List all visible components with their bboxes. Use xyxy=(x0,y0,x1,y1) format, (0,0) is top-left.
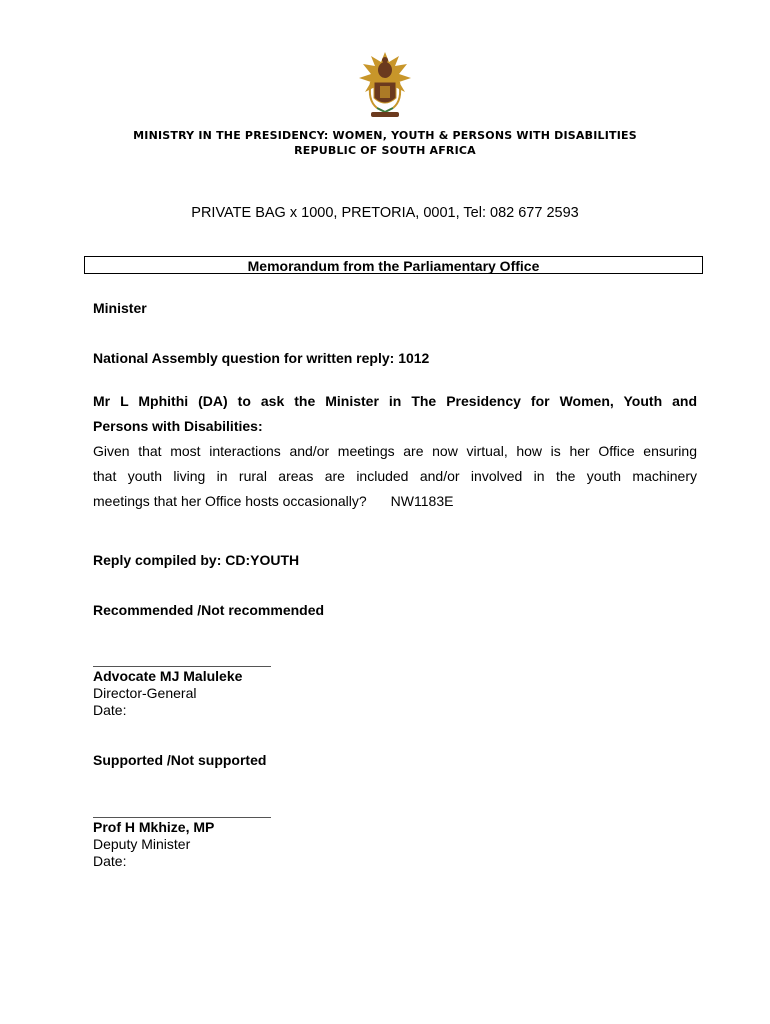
republic-title: REPUBLIC OF SOUTH AFRICA xyxy=(294,144,476,157)
question-text-line: that youth living in rural areas are included and/or involved in the youth machinery xyxy=(93,468,697,484)
question-text-line: Given that most interactions and/or meetings are now virtual, how is her Office ensuring xyxy=(93,443,697,459)
asker-line: Persons with Disabilities: xyxy=(93,418,263,434)
coat-of-arms-icon xyxy=(355,48,415,120)
signatory-title: Director-General xyxy=(93,685,197,701)
signatory-title: Deputy Minister xyxy=(93,836,191,852)
signature-line xyxy=(93,817,271,818)
asker-line: Mr L Mphithi (DA) to ask the Minister in The Presidency for Women, Youth and xyxy=(93,393,697,409)
signatory-name: Advocate MJ Maluleke xyxy=(93,668,243,684)
question-reference: NW1183E xyxy=(390,493,454,509)
memo-title-box xyxy=(84,256,703,274)
question-heading: National Assembly question for written reply: 1012 xyxy=(93,350,430,366)
question-block xyxy=(93,391,697,516)
question-text: meetings that her Office hosts occasionally? xyxy=(93,493,367,509)
signatory-block xyxy=(93,668,242,719)
ministry-title: MINISTRY IN THE PRESIDENCY: WOMEN, YOUTH & PERSONS WITH DISABILITIES xyxy=(133,129,637,142)
reply-compiled-by: Reply compiled by: CD:YOUTH xyxy=(93,552,300,568)
memo-title: Memorandum from the Parliamentary Office xyxy=(247,258,540,274)
signature-date-label: Date: xyxy=(93,702,127,718)
support-line: Supported /Not supported xyxy=(93,752,267,768)
addressee: Minister xyxy=(93,300,147,316)
signatory-block xyxy=(93,819,214,870)
question-text-line xyxy=(93,491,697,516)
signatory-name: Prof H Mkhize, MP xyxy=(93,819,215,835)
recommendation-line: Recommended /Not recommended xyxy=(93,602,325,618)
postal-address: PRIVATE BAG x 1000, PRETORIA, 0001, Tel: 082 677 2593 xyxy=(191,205,579,221)
signature-date-label: Date: xyxy=(93,853,127,869)
signature-line xyxy=(93,666,271,667)
